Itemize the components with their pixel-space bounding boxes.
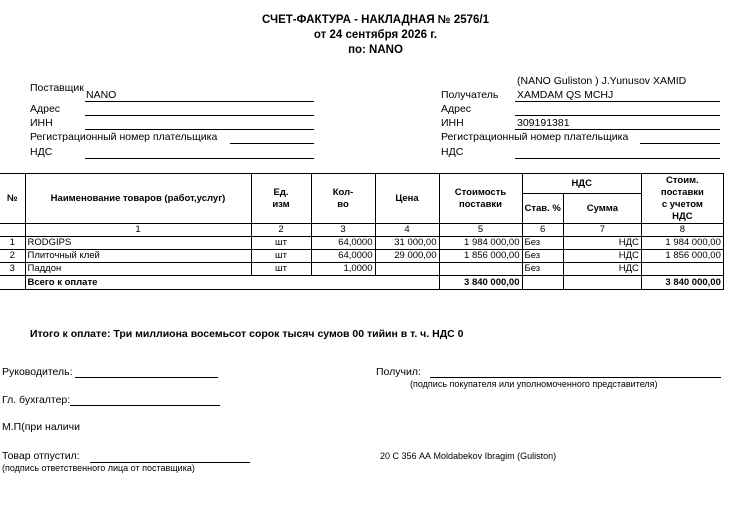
document-title: СЧЕТ-ФАКТУРА - НАКЛАДНАЯ № 2576/1 (261, 14, 489, 26)
receiver-inn-label: ИНН (441, 117, 464, 129)
accountant-label: Гл. бухгалтер: (2, 394, 71, 406)
receiver-label: Получатель (441, 89, 499, 101)
received-note: (подпись покупателя или уполномоченного представителя) (410, 379, 658, 389)
supplier-address-line (85, 115, 314, 116)
supplier-name: NANO (86, 89, 117, 101)
receiver-name-line2: XAMDAM QS MCHJ (517, 89, 614, 101)
supplier-inn-label: ИНН (30, 117, 53, 129)
table-row: 2 Плиточный клей шт 64,0000 29 000,00 1 856 000,00 Без НДС 1 856 000,00 (0, 250, 723, 263)
table-row: 3 Паддон шт 1,0000 Без НДС (0, 263, 723, 276)
col-cost-header: Стоимость поставки (439, 174, 522, 224)
receiver-inn: 309191381 (517, 117, 570, 129)
amount-in-words: Итого к оплате: Три миллиона восемьсот сорок тысяч сумов 00 тийин в т. ч. НДС 0 (30, 328, 464, 340)
supplier-name-line (85, 101, 314, 102)
receiver-address-label: Адрес (441, 103, 472, 115)
col-qty-header: Кол- во (311, 174, 375, 224)
received-label: Получил: (376, 366, 421, 378)
col-unit-header: Ед. изм (251, 174, 311, 224)
table-row: 1 RODGIPS шт 64,0000 31 000,00 1 984 000,00 Без НДС 1 984 000,00 (0, 237, 723, 250)
supplier-label: Поставщик (30, 82, 84, 94)
receiver-inn-line (515, 129, 720, 130)
document-date: от 24 сентября 2026 г. (313, 29, 438, 41)
director-sign-line (75, 377, 218, 378)
total-cost: 3 840 000,00 (439, 276, 522, 290)
total-row (0, 276, 723, 290)
supplier-address-label: Адрес (30, 103, 61, 115)
receiver-reg-label: Регистрационный номер плательщика (441, 131, 629, 143)
supplier-vat-label: НДС (30, 146, 53, 158)
released-note: (подпись ответственного лица от поставщика) (2, 463, 195, 473)
accountant-sign-line (70, 405, 220, 406)
col-price-header: Цена (375, 174, 439, 224)
receiver-vat-label: НДС (441, 146, 464, 158)
receiver-address-line (515, 115, 720, 116)
proxy-info: 20 С 356 АА Moldabekov Ibragim (Guliston) (380, 451, 557, 461)
supplier-reg-line (230, 143, 314, 144)
col-num-header: № (0, 174, 25, 224)
receiver-reg-line (640, 143, 720, 144)
supplier-inn-line (85, 129, 314, 130)
column-number-row: 1 2 3 4 5 6 7 8 (0, 224, 723, 237)
document-by: по: NANO (348, 44, 403, 56)
col-total-header: Стоим. поставки с учетом НДС (641, 174, 723, 224)
supplier-vat-line (85, 158, 314, 159)
released-label: Товар отпустил: (2, 450, 80, 462)
stamp-label: М.П(при наличи (2, 421, 80, 433)
col-vat-sum-header: Сумма (563, 194, 641, 224)
received-sign-line (430, 377, 721, 378)
receiver-name-line (515, 101, 720, 102)
supplier-reg-label: Регистрационный номер плательщика (30, 131, 218, 143)
col-vat-group-header: НДС (522, 174, 641, 194)
receiver-name-line1: (NANO Guliston ) J.Yunusov XAMID (517, 75, 687, 87)
goods-table (0, 173, 724, 290)
director-label: Руководитель: (2, 366, 73, 378)
receiver-vat-line (515, 158, 720, 159)
col-name-header: Наименование товаров (работ,услуг) (25, 174, 251, 224)
total-with-vat: 3 840 000,00 (641, 276, 723, 290)
total-label: Всего к оплате (25, 276, 439, 290)
col-vat-rate-header: Став. % (522, 194, 563, 224)
